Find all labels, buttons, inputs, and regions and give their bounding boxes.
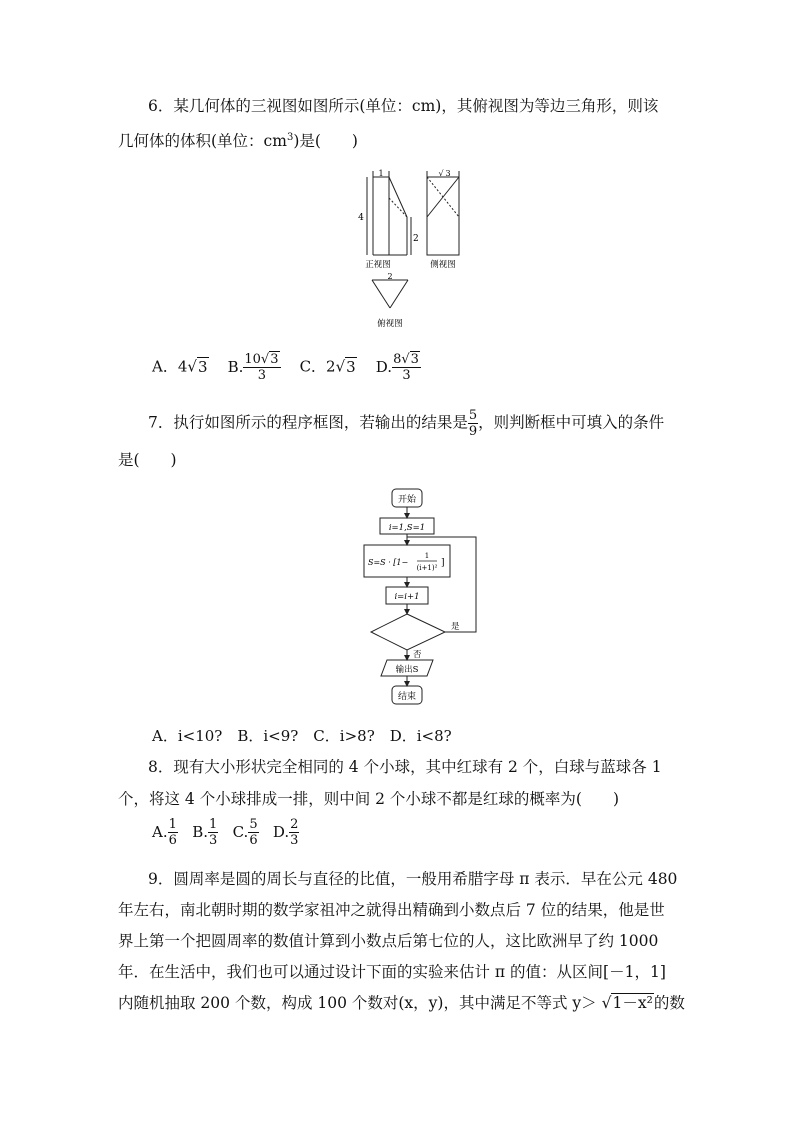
top-view-label: 俯视图 [377,319,403,329]
q8-option-d-text: D. [272,822,290,841]
top-view [372,280,408,308]
front-view-label: 正视图 [365,260,391,270]
q6-line2-pre: 几何体的体积(单位：cm [118,132,287,151]
flow-calc-post: ] [441,558,445,568]
q8-options [152,817,299,848]
q6-option-b-coef: 10 [244,352,261,367]
flow-calc-num: 1 [424,552,430,560]
q6-option-a-text: A．4 [152,357,188,376]
q8-option-d-num: 2 [290,817,299,832]
q9-line5-post: 的数 [653,994,685,1012]
q8-option-d-fraction [289,817,299,848]
q6-option-b-text: B. [227,357,244,376]
q7-line1-post: ，则判断框中可填入的条件 [478,413,665,432]
q8-option-a[interactable] [152,817,178,848]
q6-option-d-radicand: 3 [410,352,419,367]
q8-option-b-den: 3 [209,833,218,848]
side-view [427,171,459,255]
q6-option-a[interactable]: A．4√3 [152,357,208,376]
q6-option-d-fraction: $\frac{8√3}{3}$ [393,352,419,383]
q6-option-b-radicand: 3 [270,352,279,367]
q8-option-b-fraction [208,817,218,848]
q8-option-d[interactable] [272,817,300,848]
q9-line2: 年左右，南北朝时期的数学家祖冲之就得出精确到小数点后 7 位的结果，他是世 [118,901,665,919]
dim-sqrt3-radical: √ [438,169,444,178]
q9-line1: 9．圆周率是圆的周长与直径的比值，一般用希腊字母 π 表示．早在公元 480 [148,870,678,888]
flow-calc-den: (i+1)² [416,564,438,572]
q9-line3: 界上第一个把圆周率的数值计算到小数点后第七位的人，这比欧洲早了约 1000 [118,932,659,950]
q8-option-b-num: 1 [209,817,218,832]
q8-option-a-num: 1 [168,817,177,832]
q9-line5-radicand: 1－x² [612,994,653,1012]
q6-option-a-radicand: 3 [197,357,208,376]
dim-4-label: 4 [358,213,364,223]
q7-line1-pre: 7．执行如图所示的程序框图，若输出的结果是 [148,413,468,432]
q8-option-a-text: A. [152,822,168,841]
dim-sqrt3-label: 3 [445,169,451,178]
q8-option-a-fraction [168,817,178,848]
q6-option-b-den: 3 [257,368,267,383]
q8-option-c-fraction [248,817,258,848]
flow-calc-pre: S=S · [1− [368,558,409,567]
q6-option-b[interactable] [227,352,281,383]
q6-option-d[interactable] [375,352,421,383]
flow-yes-label: 是 [451,622,460,632]
dim-2-vertical-label: 2 [413,234,419,244]
q8-line2: 个，将这 4 个小球排成一排，则中间 2 个小球不都是红球的概率为( ) [118,790,620,808]
q7-line2: 是( ) [118,451,177,469]
q9-line4: 年．在生活中，我们也可以通过设计下面的实验来估计 π 的值：从区间[－1，1] [118,963,666,981]
q6-option-d-coef: 8 [393,352,402,367]
q8-option-c-den: 6 [249,833,258,848]
q8-option-b-text: B. [192,822,208,841]
q6-line2-post: )是( ) [293,132,358,151]
q8-option-c[interactable] [232,817,259,848]
q6-option-d-den: 3 [402,368,411,383]
q6-option-c[interactable]: C．2√3 [299,357,356,376]
q6-three-views-figure [355,168,475,330]
q7-options[interactable]: A．i<10? B．i<9? C．i>8? D．i<8? [152,727,452,745]
q8-option-c-num: 5 [249,817,258,832]
dim-2-top-label: 2 [387,272,393,281]
q8-option-c-text: C. [232,822,249,841]
q8-line1: 8．现有大小形状完全相同的 4 个小球，其中红球有 2 个，白球与蓝球各 1 [148,758,662,776]
dim-1-label: 1 [378,169,384,178]
q7-fraction [468,408,478,439]
front-view [367,171,411,255]
q6-line2 [118,128,358,151]
q7-frac-den: 9 [468,424,478,439]
flow-output-label: 输出S [395,665,419,675]
q6-option-c-text: C．2 [299,357,336,376]
q6-options [152,352,421,383]
flow-incr-label: i=i+1 [394,592,420,602]
q6-line2-sup: 3 [286,132,294,143]
flow-end-label: 结束 [397,692,417,702]
q6-option-b-fraction: $\frac{10√3}{3}$ [244,352,279,383]
side-view-label: 侧视图 [430,260,456,270]
q9-line5: 内随机抽取 200 个数，构成 100 个数对(x，y)，其中满足不等式 y＞ √1－x²的数 [118,994,685,1012]
flow-decision-diamond [371,614,445,650]
q8-option-d-den: 3 [290,833,299,848]
q6-option-d-text: D. [375,357,393,376]
q9-line5-pre: 内随机抽取 200 个数，构成 100 个数对(x，y)，其中满足不等式 y＞ [118,994,602,1012]
q6-line1: 6．某几何体的三视图如图所示(单位：cm)，其俯视图为等边三角形，则该 [148,97,659,115]
q7-line1 [148,408,664,439]
flow-start-label: 开始 [397,495,417,505]
flow-init-label: i=1,S=1 [388,523,426,533]
q6-option-c-radicand: 3 [346,357,356,376]
q8-option-a-den: 6 [168,833,177,848]
q8-option-b[interactable] [192,817,218,848]
q7-frac-num: 5 [468,408,478,423]
flow-no-label: 否 [413,650,422,660]
q7-flowchart [355,485,485,710]
